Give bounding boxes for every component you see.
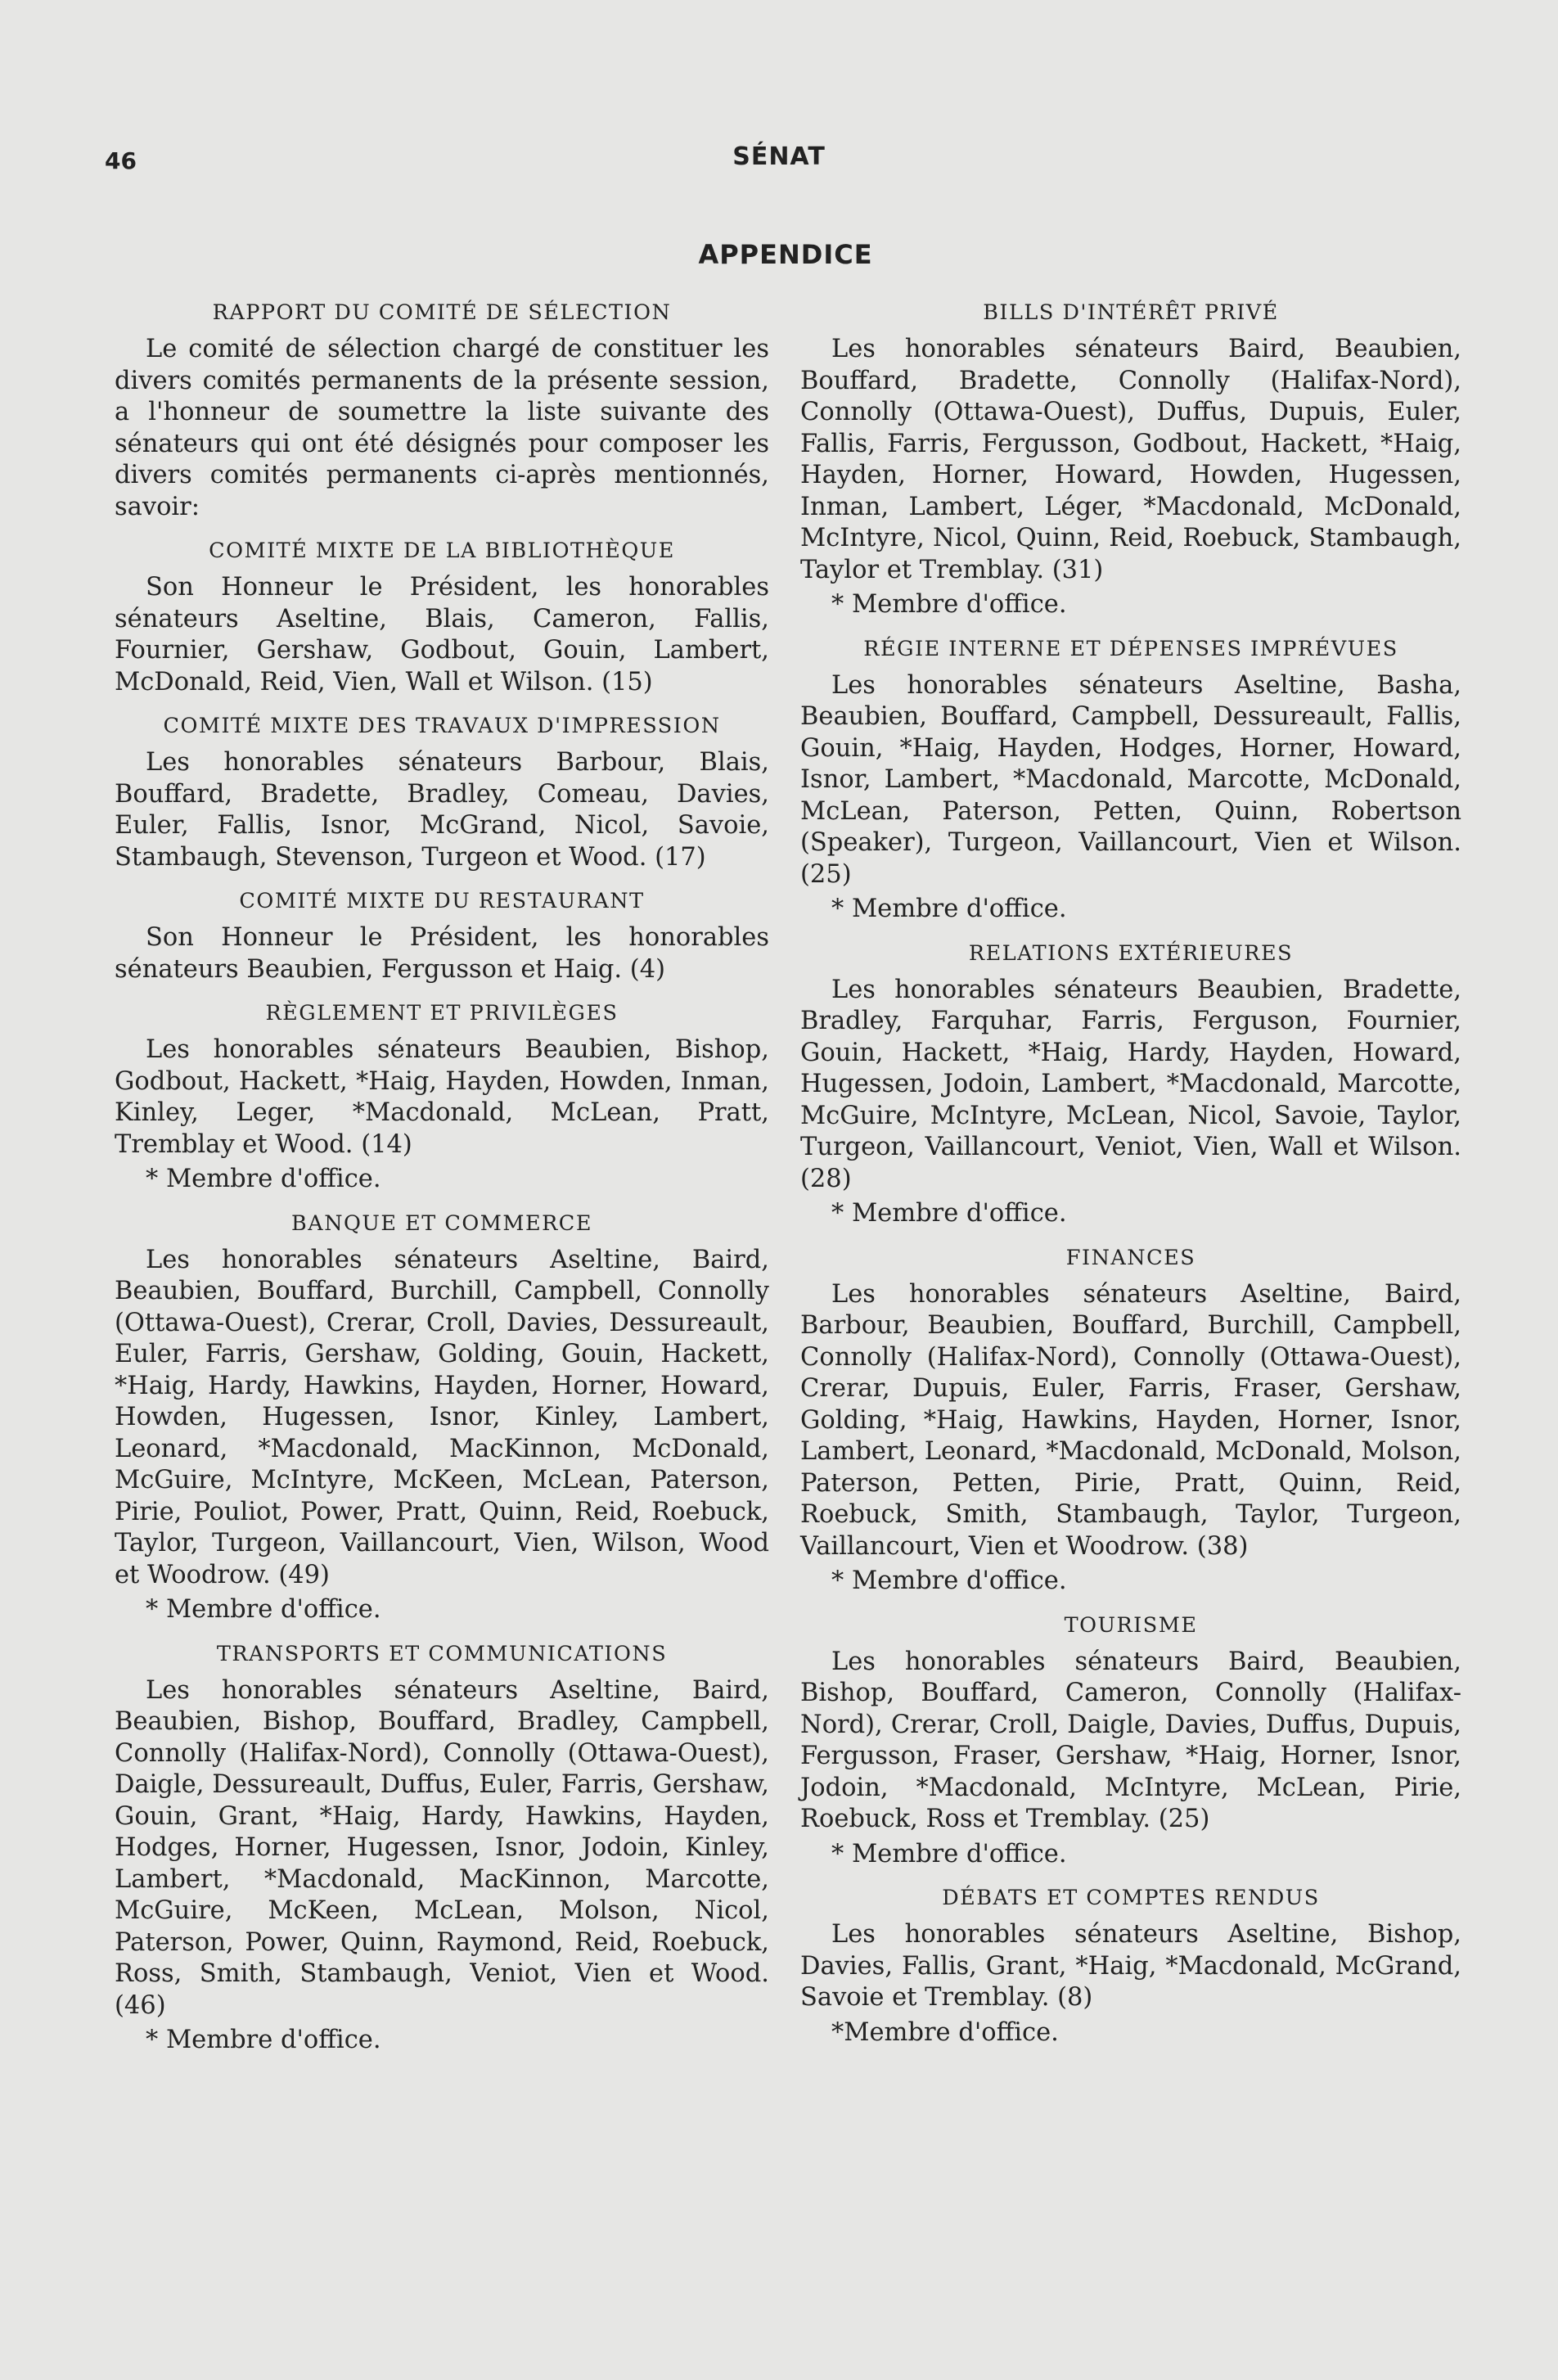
section-tourisme: [800, 1609, 1461, 1871]
section-body: Les honorables sénateurs Beaubien, Bradette, Bradley, Farquhar, Farris, Ferguson, Fournier, Gouin, Hackett, *Haig, Hardy, Hayden, Howard, Hugessen, Jodoin, Lambert, *Macdonald, Marcotte, McGuire, McIntyre, McLean, Nicol, Savoie, Taylor, Turgeon, Vaillancourt, Veniot, Vien, Wall et Wilson. (28): [800, 975, 1461, 1193]
office-note: * Membre d'office.: [831, 1839, 1067, 1868]
appendix-title: APPENDICE: [698, 239, 873, 270]
section-reglement: [115, 997, 769, 1196]
office-note: * Membre d'office.: [146, 1595, 381, 1624]
office-note: * Membre d'office.: [146, 1165, 381, 1193]
office-note: *Membre d'office.: [831, 2017, 1059, 2047]
section-body: Les honorables sénateurs Baird, Beaubien, Bouffard, Bradette, Connolly (Halifax-Nord), Connolly (Ottawa-Ouest), Duffus, Dupuis, Euler, Fallis, Farris, Fergusson, Godbout, Hackett, *Haig, Hayden, Horner, Howard, Howden, Hugessen, Inman, Lambert, Léger, *Macdonald, McDonald, McIntyre, Nicol, Quinn, Reid, Roebuck, Stambaugh, Taylor et Tremblay. (31): [800, 335, 1461, 584]
right-column: [800, 296, 1461, 2049]
office-note: * Membre d'office.: [831, 1199, 1067, 1228]
section-heading: COMITÉ MIXTE DE LA BIBLIOTHÈQUE: [209, 539, 675, 563]
section-heading: COMITÉ MIXTE DU RESTAURANT: [239, 889, 645, 913]
section-heading: TOURISME: [1064, 1612, 1198, 1638]
section-heading: RÉGIE INTERNE ET DÉPENSES IMPRÉVUES: [863, 636, 1398, 661]
section-selection: [115, 296, 769, 523]
section-regie: [800, 633, 1461, 926]
section-debats: [800, 1882, 1461, 2049]
section-body: Son Honneur le Président, les honorables sénateurs Beaubien, Fergusson et Haig. (4): [115, 923, 769, 984]
office-note: * Membre d'office.: [831, 895, 1067, 923]
running-title: SÉNAT: [732, 142, 826, 171]
section-body: Son Honneur le Président, les honorables sénateurs Aseltine, Blais, Cameron, Fallis, Fournier, Gershaw, Godbout, Gouin, Lambert, McDonald, Reid, Vien, Wall et Wilson. (15): [115, 573, 769, 696]
section-bibliotheque: [115, 534, 769, 698]
section-heading: RELATIONS EXTÉRIEURES: [968, 940, 1294, 966]
section-bills: [800, 296, 1461, 621]
section-body: Les honorables sénateurs Beaubien, Bishop, Godbout, Hackett, *Haig, Hayden, Howden, Inman, Kinley, Leger, *Macdonald, McLean, Pratt, Tremblay et Wood. (14): [115, 1035, 769, 1159]
section-body: Les honorables sénateurs Aseltine, Bishop, Davies, Fallis, Grant, *Haig, *Macdonald, McGrand, Savoie et Tremblay. (8): [800, 1920, 1461, 2012]
office-note: * Membre d'office.: [146, 2026, 381, 2054]
section-relations: [800, 937, 1461, 1230]
office-note: * Membre d'office.: [831, 590, 1067, 619]
section-body: Les honorables sénateurs Barbour, Blais, Bouffard, Bradette, Bradley, Comeau, Davies, Euler, Fallis, Isnor, McGrand, Nicol, Savoie, Stambaugh, Stevenson, Turgeon et Wood. (17): [115, 748, 769, 872]
section-heading: TRANSPORTS ET COMMUNICATIONS: [216, 1641, 668, 1666]
section-heading: DÉBATS ET COMPTES RENDUS: [942, 1886, 1320, 1910]
section-heading: RAPPORT DU COMITÉ DE SÉLECTION: [212, 300, 672, 325]
section-banque: [115, 1207, 769, 1626]
section-heading: FINANCES: [1065, 1245, 1196, 1270]
section-body: Les honorables sénateurs Aseltine, Baird, Beaubien, Bishop, Bouffard, Bradley, Campbell, Connolly (Halifax-Nord), Connolly (Ottawa-Ouest), Daigle, Dessureault, Duffus, Euler, Farris, Gershaw, Gouin, Grant, *Haig, Hardy, Hawkins, Hayden, Hodges, Horner, Hugessen, Isnor, Jodoin, Kinley, Lambert, *Macdonald, MacKinnon, Marcotte, McGuire, McKeen, McLean, Molson, Nicol, Paterson, Power, Quinn, Raymond, Reid, Roebuck, Ross, Smith, Stambaugh, Veniot, Vien et Wood. (46): [115, 1675, 769, 2020]
section-heading: COMITÉ MIXTE DES TRAVAUX D'IMPRESSION: [163, 714, 721, 738]
section-body: Les honorables sénateurs Aseltine, Baird, Barbour, Beaubien, Bouffard, Burchill, Campbell, Connolly (Halifax-Nord), Connolly (Ottawa-Ouest), Crerar, Dupuis, Euler, Farris, Fraser, Gershaw, Golding, *Haig, Hawkins, Hayden, Horner, Isnor, Lambert, Leonard, *Macdonald, McDonald, Molson, Paterson, Petten, Pirie, Pratt, Quinn, Reid, Roebuck, Smith, Stambaugh, Taylor, Turgeon, Vaillancourt, Vien et Woodrow. (38): [800, 1279, 1461, 1561]
section-impression: [115, 710, 769, 873]
section-finances: [800, 1242, 1461, 1598]
office-note: * Membre d'office.: [831, 1566, 1067, 1595]
section-body: Les honorables sénateurs Aseltine, Baird, Beaubien, Bouffard, Burchill, Campbell, Connolly (Ottawa-Ouest), Crerar, Croll, Davies, Dessureault, Euler, Farris, Gershaw, Golding, Gouin, Hackett, *Haig, Hardy, Hawkins, Hayden, Horner, Howard, Howden, Hugessen, Isnor, Kinley, Lambert, Leonard, *Macdonald, MacKinnon, McDonald, McGuire, McIntyre, McKeen, McLean, Paterson, Pirie, Pouliot, Power, Pratt, Quinn, Reid, Roebuck, Taylor, Turgeon, Vaillancourt, Vien, Wilson, Wood et Woodrow. (49): [115, 1245, 769, 1589]
section-body: Le comité de sélection chargé de constituer les divers comités permanents de la présente session, a l'honneur de soumettre la liste suivante des sénateurs qui ont été désignés pour composer les divers comités permanents ci-après mentionnés, savoir:: [115, 335, 769, 521]
section-heading: RÈGLEMENT ET PRIVILÈGES: [265, 1001, 619, 1025]
section-heading: BILLS D'INTÉRÊT PRIVÉ: [983, 300, 1279, 325]
section-body: Les honorables sénateurs Aseltine, Basha, Beaubien, Bouffard, Campbell, Dessureault, Fallis, Gouin, *Haig, Hayden, Hodges, Horner, Howard, Isnor, Lambert, *Macdonald, Marcotte, McDonald, McLean, Paterson, Petten, Quinn, Robertson (Speaker), Turgeon, Vaillancourt, Vien et Wilson. (25): [800, 670, 1461, 889]
section-body: Les honorables sénateurs Baird, Beaubien, Bishop, Bouffard, Cameron, Connolly (Halifax-Nord), Crerar, Croll, Daigle, Davies, Duffus, Dupuis, Fergusson, Fraser, Gershaw, *Haig, Horner, Isnor, Jodoin, *Macdonald, McIntyre, McLean, Pirie, Roebuck, Ross et Tremblay. (25): [800, 1647, 1461, 1833]
section-transports: [115, 1638, 769, 2057]
left-column: [115, 296, 769, 2057]
page-number: 46: [105, 147, 137, 174]
section-heading: BANQUE ET COMMERCE: [291, 1210, 592, 1236]
section-restaurant: [115, 885, 769, 985]
